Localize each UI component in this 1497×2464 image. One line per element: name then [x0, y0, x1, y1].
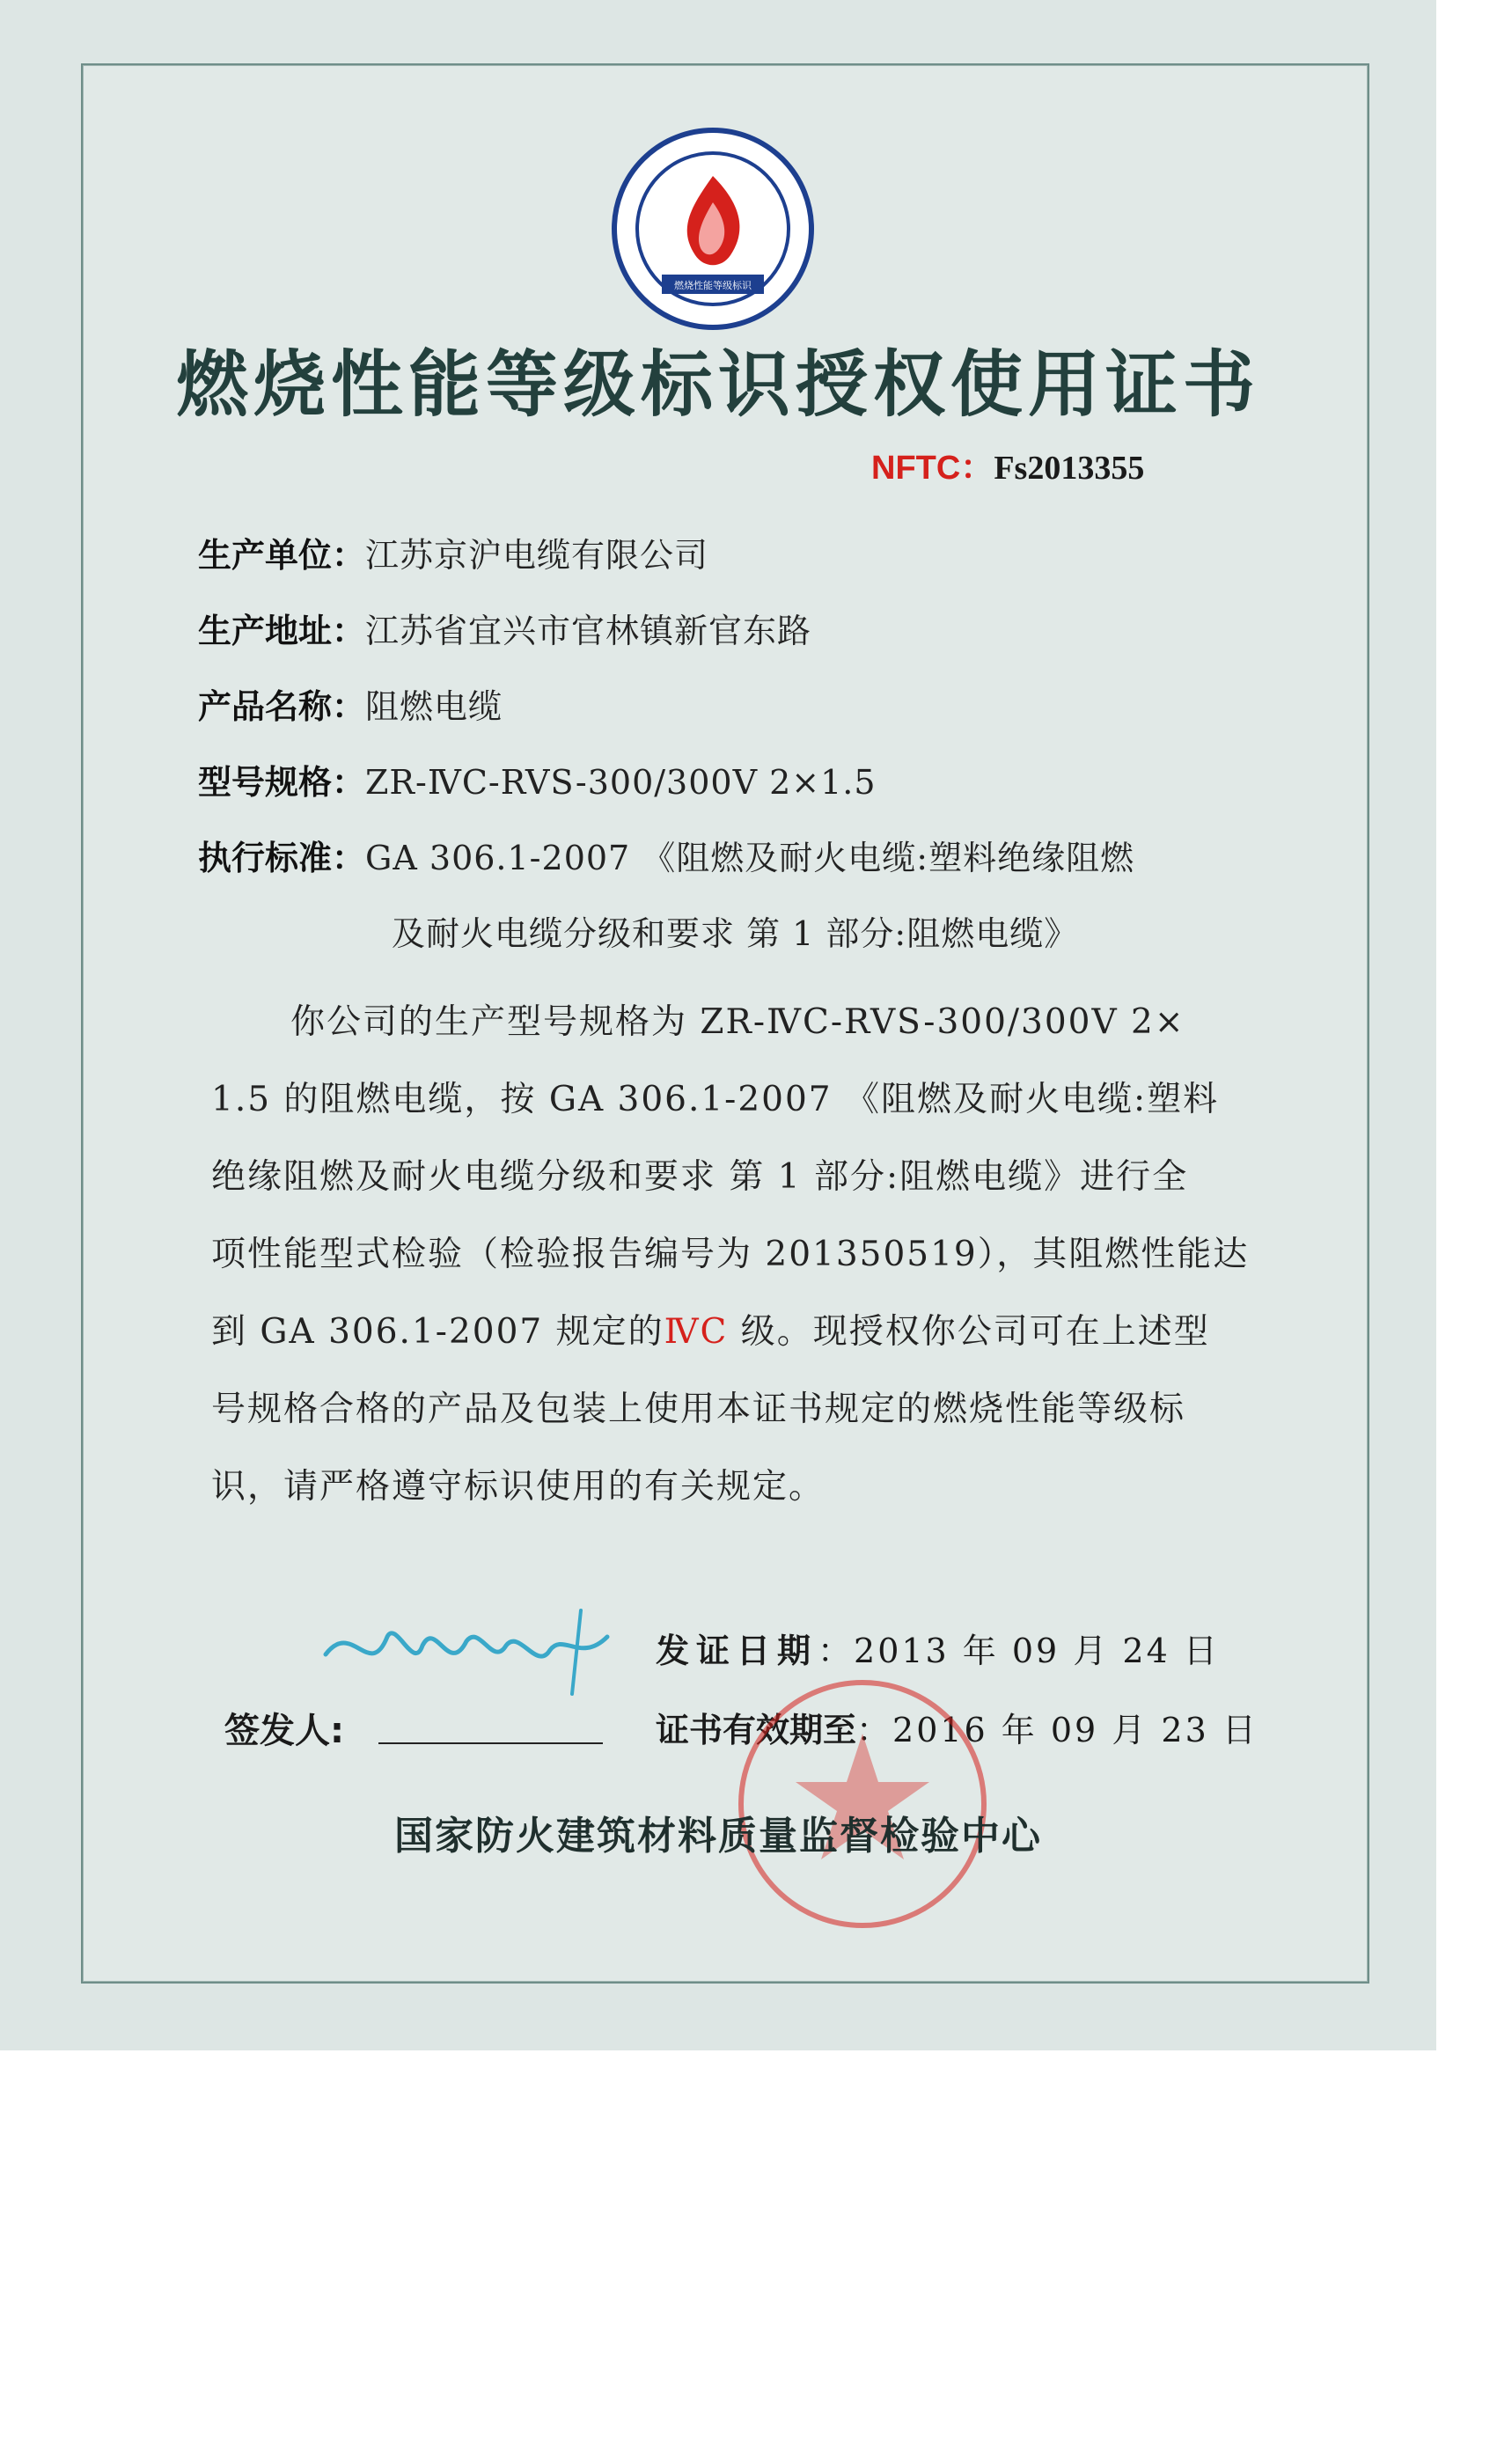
field-manufacturer: [198, 528, 708, 576]
issue-date-label: 发证日期: [656, 1632, 818, 1670]
field-product-name: [198, 679, 503, 728]
field-model: [198, 755, 877, 803]
field-label: 生产单位：: [198, 536, 366, 575]
issuing-authority: 国家防火建筑材料质量监督检验中心: [394, 1814, 1042, 1859]
field-standard: [198, 831, 1134, 879]
body-line-6: 号规格合格的产品及包装上使用本证书规定的燃烧性能等级标: [211, 1390, 1186, 1429]
field-label: 执行标准：: [198, 839, 366, 877]
field-label: 产品名称：: [198, 687, 366, 726]
certificate-number-value: Fs2013355: [994, 450, 1145, 487]
rating-class: ⅣC: [664, 1312, 729, 1352]
field-label: 生产地址：: [198, 612, 366, 650]
issue-date-value: ：2013 年 09 月 24 日: [818, 1632, 1220, 1670]
signature-line: [378, 1742, 603, 1744]
handwritten-signature: [317, 1602, 616, 1698]
valid-until-label: 证书有效期至: [656, 1711, 857, 1749]
standard-continuation: 及耐火电缆分级和要求 第 1 部分:阻燃电缆》: [392, 914, 1079, 953]
certification-logo: [607, 123, 818, 334]
body-line-1: 你公司的生产型号规格为 ZR-ⅣC-RVS-300/300V 2×: [290, 1002, 1185, 1042]
body-line-5-end: 级。现授权你公司可在上述型: [728, 1312, 1210, 1352]
field-label: 型号规格：: [198, 763, 366, 802]
field-value: ZR-ⅣC-RVS-300/300V 2×1.5: [365, 763, 877, 802]
body-line-4: 项性能型式检验（检验报告编号为 201350519），其阻燃性能达: [211, 1235, 1250, 1274]
field-value: 阻燃电缆: [365, 687, 503, 726]
certificate-title: 燃烧性能等级标识授权使用证书: [175, 343, 1260, 427]
field-value: 江苏京沪电缆有限公司: [365, 536, 709, 575]
signer-label: 签发人:: [224, 1711, 344, 1751]
certificate-number: [871, 440, 1144, 488]
body-line-3: 绝缘阻燃及耐火电缆分级和要求 第 1 部分:阻燃电缆》进行全: [211, 1157, 1189, 1197]
certificate-number-label: NFTC：: [871, 450, 994, 487]
field-value: 江苏省宜兴市官林镇新官东路: [365, 612, 812, 650]
valid-until-value: ：2016 年 09 月 23 日: [856, 1711, 1259, 1749]
body-line-5-start: 到 GA 306.1-2007 规定的: [211, 1312, 664, 1352]
field-value: GA 306.1-2007 《阻燃及耐火电缆:塑料绝缘阻燃: [365, 839, 1135, 877]
issue-date: [656, 1624, 1220, 1672]
svg-text:燃烧性能等级标识: 燃烧性能等级标识: [674, 280, 752, 291]
body-line-7: 识，请严格遵守标识使用的有关规定。: [211, 1467, 826, 1507]
body-line-5: [211, 1304, 1210, 1353]
field-address: [198, 604, 811, 652]
body-line-2: 1.5 的阻燃电缆，按 GA 306.1-2007 《阻燃及耐火电缆:塑料: [211, 1080, 1220, 1119]
